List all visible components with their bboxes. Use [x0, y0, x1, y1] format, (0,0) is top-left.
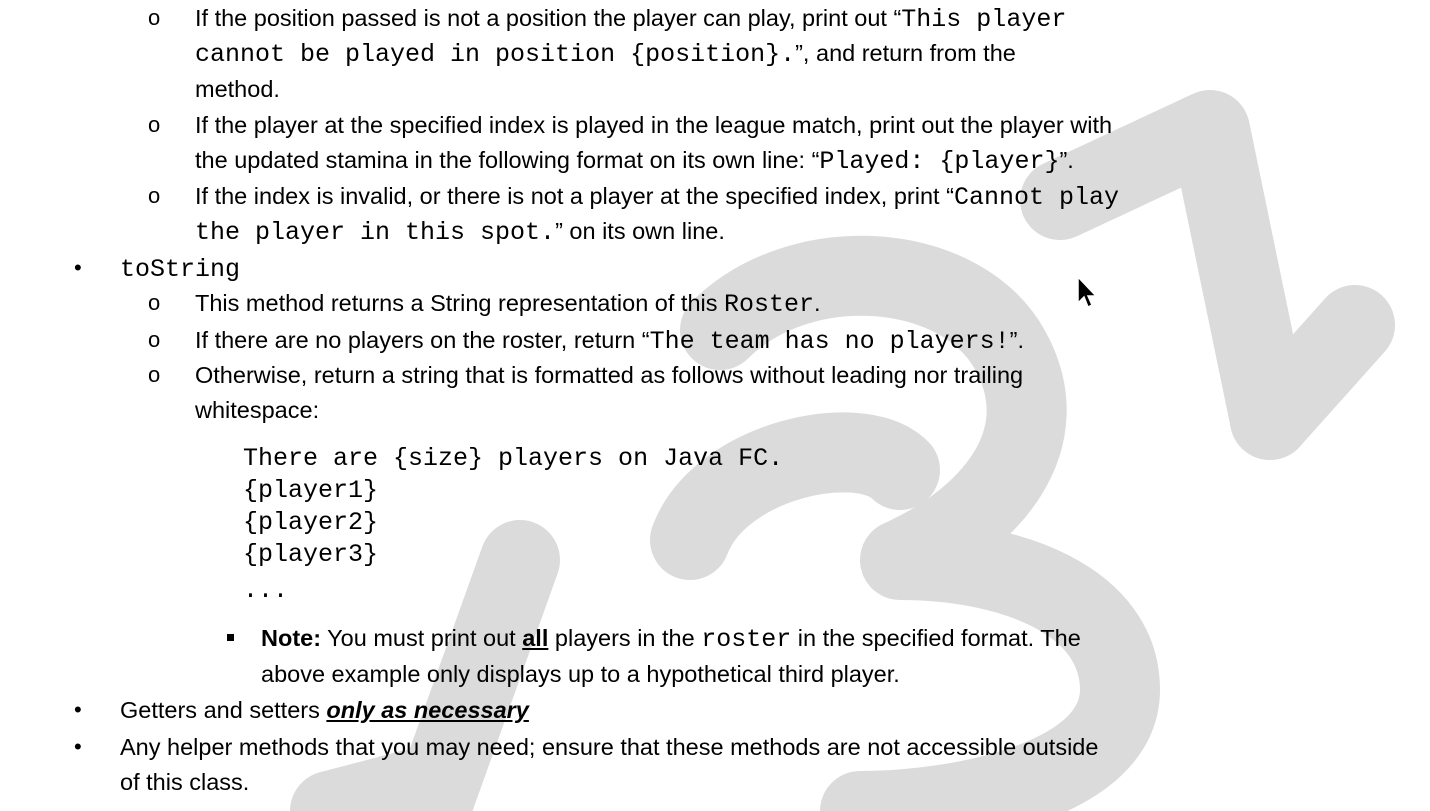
text-line-6	[195, 181, 1119, 213]
code-text: The team has no players!	[649, 327, 1010, 356]
bullet: •	[74, 734, 82, 759]
text: the updated stamina in the following format on its own line: “	[195, 147, 820, 173]
emphasis-text: only as necessary	[326, 697, 529, 723]
code-line-4: {player3}	[243, 540, 379, 569]
text: of this class.	[120, 769, 250, 795]
text: Otherwise, return a string that is formatted as follows without leading nor trailing	[195, 362, 1024, 388]
text: method.	[195, 76, 280, 102]
text-line-7	[195, 216, 725, 248]
mouse-pointer-icon	[1077, 276, 1099, 312]
text-line-4	[195, 110, 1112, 140]
sub-bullet: o	[148, 183, 161, 208]
method-name	[120, 253, 240, 285]
code-text: toString	[120, 255, 241, 284]
sub-bullet: o	[148, 112, 161, 137]
text: If there are no players on the roster, return “	[195, 327, 650, 353]
code-line-5: ...	[243, 576, 289, 605]
note-label: Note:	[261, 625, 322, 651]
text: ”, and return from the	[795, 40, 1016, 66]
text: If the index is invalid, or there is not a player at the specified index, print “	[195, 183, 954, 209]
text-line-17	[120, 767, 249, 797]
sub-bullet: o	[148, 290, 161, 315]
text-line-3	[195, 74, 280, 104]
text: If the position passed is not a position the player can play, print out “	[195, 5, 902, 31]
sub-bullet: o	[148, 5, 161, 30]
code-text: This player	[901, 5, 1067, 34]
text: in the specified format. The	[791, 625, 1081, 651]
text: ”.	[1059, 147, 1074, 173]
text-line-5	[195, 145, 1074, 177]
text: .	[814, 290, 821, 316]
text-line-11	[195, 360, 1023, 390]
sub-bullet: o	[148, 327, 161, 352]
text: players in the	[548, 625, 702, 651]
sub-bullet: o	[148, 362, 161, 387]
text-line-10	[195, 325, 1024, 357]
emphasis-text: all	[522, 625, 549, 651]
code-line-3: {player2}	[243, 508, 379, 537]
bullet: •	[74, 697, 82, 722]
text: above example only displays up to a hypothetical third player.	[261, 661, 900, 687]
text-line-12	[195, 395, 319, 425]
text-line-15	[120, 695, 529, 725]
code-text: Cannot play	[953, 183, 1119, 212]
code-text: roster	[701, 625, 792, 654]
code-line-2: {player1}	[243, 476, 379, 505]
text: Any helper methods that you may need; ensure that these methods are not accessible outside	[120, 734, 1099, 760]
code-text: the player in this spot.	[195, 218, 556, 247]
text-line-1	[195, 3, 1066, 35]
text: You must print out	[321, 625, 523, 651]
code-text: Roster	[724, 290, 815, 319]
text: whitespace:	[195, 397, 320, 423]
text: ”.	[1009, 327, 1024, 353]
text-line-9	[195, 288, 821, 320]
text: Getters and setters	[120, 697, 327, 723]
note-line-2	[261, 659, 900, 689]
code-line-1: There are {size} players on Java FC.	[243, 444, 784, 473]
code-text: cannot be played in position {position}.	[195, 40, 796, 69]
note-line-1	[261, 623, 1081, 655]
text-line-2	[195, 38, 1016, 70]
text: If the player at the specified index is played in the league match, print out the player with	[195, 112, 1113, 138]
square-bullet	[227, 634, 234, 641]
text-line-16	[120, 732, 1098, 762]
code-text: Played: {player}	[819, 147, 1060, 176]
text: ” on its own line.	[555, 218, 725, 244]
bullet: •	[74, 255, 82, 280]
text: This method returns a String representation of this	[195, 290, 725, 316]
